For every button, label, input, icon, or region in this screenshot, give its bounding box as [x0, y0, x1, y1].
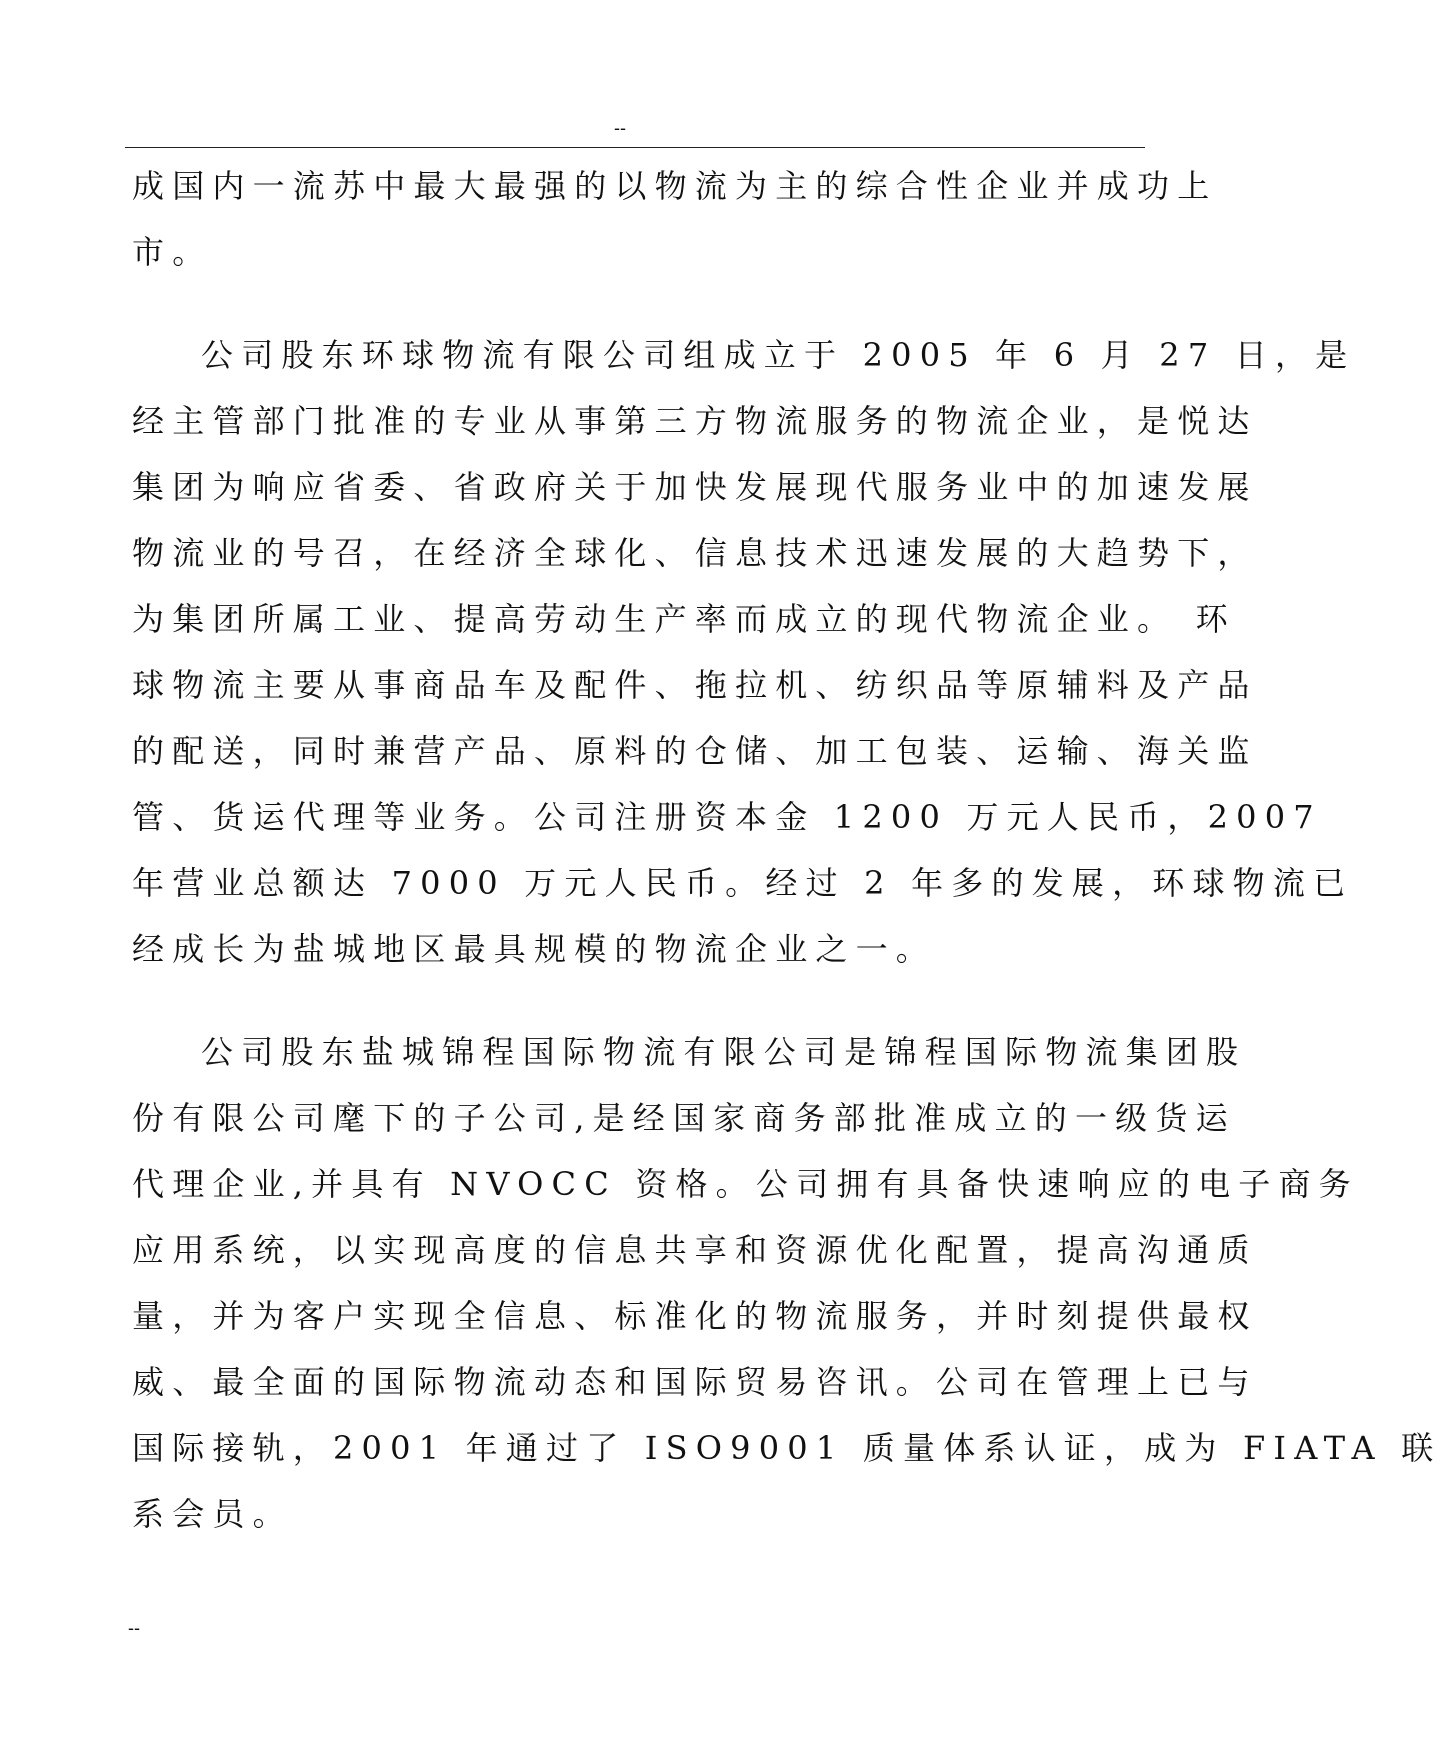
text-line: 应用系统，以实现高度的信息共享和资源优化配置，提高沟通质 [132, 1231, 1258, 1269]
text-line: 为集团所属工业、提高劳动生产率而成立的现代物流企业。 环 [132, 600, 1236, 638]
paragraph-3 [132, 1019, 1441, 1547]
text-line: 份有限公司麾下的子公司,是经国家商务部批准成立的一级货运 [132, 1099, 1236, 1137]
paragraph-1 [132, 153, 1218, 285]
text-line: 威、最全面的国际物流动态和国际贸易咨讯。公司在管理上已与 [132, 1363, 1258, 1401]
text-line: 代理企业,并具有 NVOCC 资格。公司拥有具备快速响应的电子商务 [132, 1165, 1359, 1203]
text-line: 公司股东环球物流有限公司组成立于 2005 年 6 月 27 日，是 [201, 336, 1356, 374]
page-header-mark: -- [614, 118, 626, 138]
text-line: 成国内一流苏中最大最强的以物流为主的综合性企业并成功上 [132, 167, 1218, 205]
text-line: 物流业的号召，在经济全球化、信息技术迅速发展的大趋势下， [132, 534, 1258, 572]
page-footer-mark: -- [128, 1618, 140, 1638]
text-line: 量，并为客户实现全信息、标准化的物流服务，并时刻提供最权 [132, 1297, 1258, 1335]
text-line: 经成长为盐城地区最具规模的物流企业之一。 [132, 930, 937, 968]
text-line: 管、货运代理等业务。公司注册资本金 1200 万元人民币，2007 [132, 798, 1322, 836]
header-divider [125, 147, 1145, 148]
text-line: 国际接轨，2001 年通过了 ISO9001 质量体系认证，成为 FIATA 联 [132, 1429, 1441, 1467]
text-line: 的配送，同时兼营产品、原料的仓储、加工包装、运输、海关监 [132, 732, 1258, 770]
document-body [132, 153, 1441, 1547]
text-line: 集团为响应省委、省政府关于加快发展现代服务业中的加速发展 [132, 468, 1258, 506]
text-line: 公司股东盐城锦程国际物流有限公司是锦程国际物流集团股 [201, 1033, 1247, 1071]
paragraph-gap [132, 982, 1140, 1019]
text-line: 经主管部门批准的专业从事第三方物流服务的物流企业，是悦达 [132, 402, 1258, 440]
text-line: 年营业总额达 7000 万元人民币。经过 2 年多的发展，环球物流已 [132, 864, 1354, 902]
text-line: 球物流主要从事商品车及配件、拖拉机、纺织品等原辅料及产品 [132, 666, 1258, 704]
text-line: 系会员。 [132, 1495, 293, 1533]
paragraph-gap [132, 285, 1140, 322]
text-line: 市。 [132, 233, 213, 271]
paragraph-2 [132, 322, 1356, 982]
